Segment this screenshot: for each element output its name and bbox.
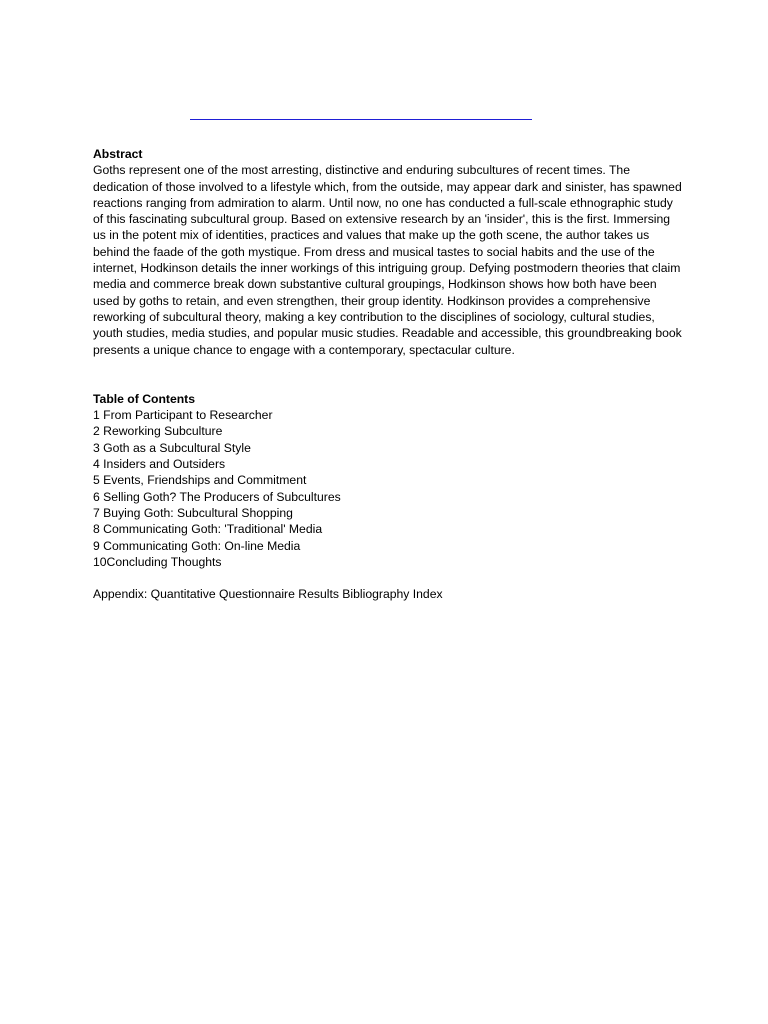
toc-item: 9 Communicating Goth: On-line Media [93,538,301,553]
table-of-contents-section [93,391,683,570]
toc-item: 8 Communicating Goth: 'Traditional' Media [93,522,323,537]
table-of-contents-list [93,407,683,570]
toc-item: 4 Insiders and Outsiders [93,457,226,472]
toc-item: 6 Selling Goth? The Producers of Subcultures [93,489,341,504]
toc-item: 2 Reworking Subculture [93,424,223,439]
document-content [93,146,683,615]
toc-item: 3 Goth as a Subcultural Style [93,440,251,455]
toc-item: 10Concluding Thoughts [93,554,222,569]
toc-item: 7 Buying Goth: Subcultural Shopping [93,505,293,520]
abstract-text: Goths represent one of the most arresting, distinctive and enduring subcultures of recent times. The dedication of those involved to a lifestyle which, from the outside, may appear dark and sinister, has spawned reactions ranging from admiration to alarm. Until now, no one has conducted a full-scale ethnographic study of this fascinating subcultural group. Based on extensive research by an 'insider', this is the first. Immersing us in the potent mix of identities, practices and values that make up the goth scene, the author takes us behind the faade of the goth mystique. From dress and musical tastes to social habits and the use of the internet, Hodkinson details the inner workings of this intriguing group. Defying postmodern theories that claim media and commerce break down substantive cultural groupings, Hodkinson shows how both have been used by goths to retain, and even strengthen, their group identity. Hodkinson provides a comprehensive reworking of subcultural theory, making a key contribution to the disciplines of sociology, cultural studies, youth studies, media studies, and popular music studies. Readable and accessible, this groundbreaking book presents a unique chance to engage with a contemporary, spectacular culture. [93,163,682,357]
abstract-section [93,146,683,358]
toc-item: 1 From Participant to Researcher [93,408,273,423]
appendix-text: Appendix: Quantitative Questionnaire Results Bibliography Index [93,587,443,602]
abstract-heading: Abstract [93,147,143,161]
toc-item: 5 Events, Friendships and Commitment [93,473,307,488]
table-of-contents-heading: Table of Contents [93,391,196,406]
hyperlink-underline[interactable] [190,119,532,120]
